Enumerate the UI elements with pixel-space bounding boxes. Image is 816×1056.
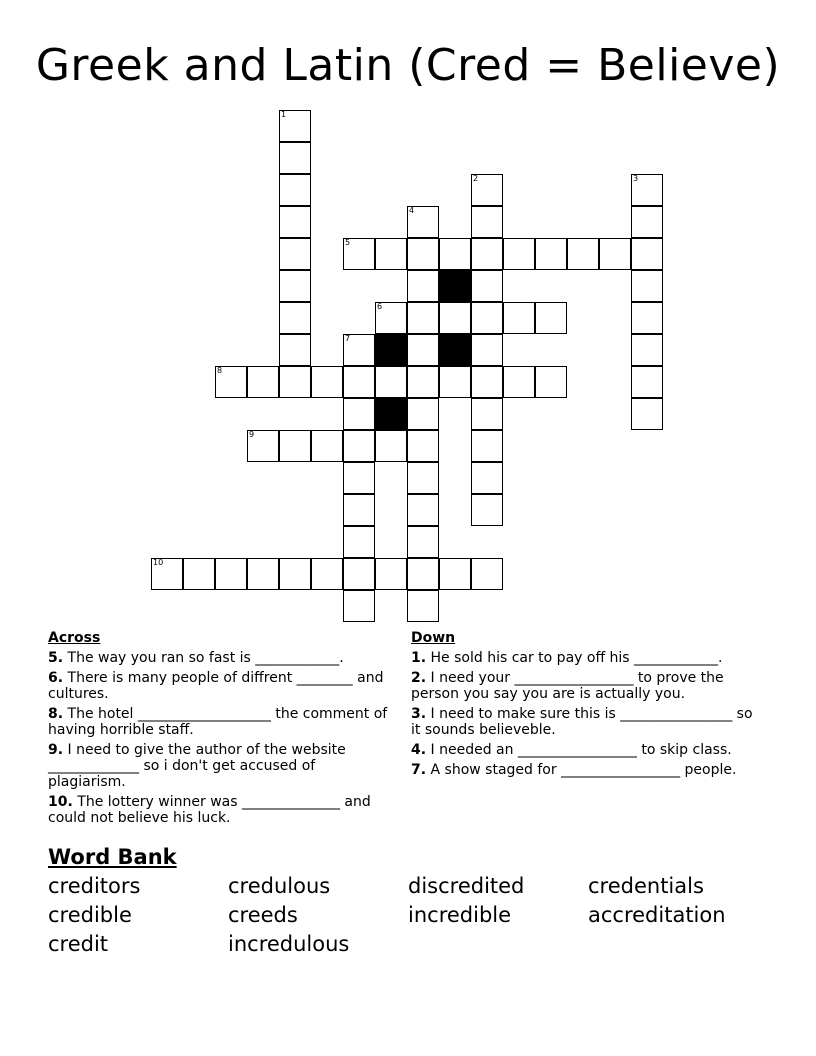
grid-cell[interactable] — [407, 526, 439, 558]
grid-cell[interactable] — [247, 558, 279, 590]
grid-cell[interactable] — [343, 590, 375, 622]
grid-cell[interactable] — [407, 558, 439, 590]
clue-number: 5 — [345, 238, 351, 247]
grid-cell[interactable] — [375, 430, 407, 462]
grid-cell[interactable] — [343, 366, 375, 398]
grid-cell[interactable] — [311, 430, 343, 462]
clue-number: 4 — [409, 206, 415, 215]
word-bank-item: credit — [48, 932, 109, 956]
grid-cell[interactable] — [535, 366, 567, 398]
grid-cell[interactable] — [471, 366, 503, 398]
grid-cell[interactable] — [279, 206, 311, 238]
numbered-cell[interactable] — [247, 430, 279, 462]
grid-cell[interactable] — [471, 206, 503, 238]
grid-cell[interactable] — [407, 334, 439, 366]
grid-cell[interactable] — [279, 558, 311, 590]
across-clue-8: 8. The hotel ___________________ the comment of having horrible staff. — [48, 706, 388, 738]
grid-cell[interactable] — [471, 462, 503, 494]
grid-cell[interactable] — [407, 302, 439, 334]
grid-cell[interactable] — [279, 270, 311, 302]
word-bank — [48, 873, 768, 957]
grid-cell[interactable] — [471, 398, 503, 430]
grid-cell[interactable] — [535, 302, 567, 334]
numbered-cell[interactable] — [215, 366, 247, 398]
grid-cell[interactable] — [567, 238, 599, 270]
grid-cell[interactable] — [247, 366, 279, 398]
grid-cell[interactable] — [407, 398, 439, 430]
grid-cell[interactable] — [471, 238, 503, 270]
down-clue-3: 3. I need to make sure this is ________________ so it sounds believeble. — [411, 706, 753, 738]
clue-number: 6 — [377, 302, 383, 311]
grid-cell[interactable] — [631, 270, 663, 302]
word-bank-item: creditors — [48, 874, 141, 898]
grid-cell[interactable] — [375, 558, 407, 590]
grid-cell[interactable] — [599, 238, 631, 270]
grid-cell[interactable] — [631, 398, 663, 430]
grid-cell[interactable] — [471, 558, 503, 590]
grid-cell[interactable] — [311, 366, 343, 398]
black-square — [375, 398, 407, 430]
black-square — [375, 334, 407, 366]
grid-cell[interactable] — [407, 590, 439, 622]
grid-cell[interactable] — [631, 366, 663, 398]
down-clue-1: 1. He sold his car to pay off his ____________. — [411, 650, 723, 666]
black-square — [439, 334, 471, 366]
across-clue-9: 9. I need to give the author of the website _____________ so i don't get accused of plagiarism. — [48, 742, 346, 790]
word-bank-item: credulous — [228, 874, 331, 898]
grid-cell[interactable] — [279, 302, 311, 334]
numbered-cell[interactable] — [375, 302, 407, 334]
numbered-cell[interactable] — [343, 334, 375, 366]
grid-cell[interactable] — [343, 462, 375, 494]
word-bank-item: credentials — [588, 874, 704, 898]
grid-cell[interactable] — [503, 302, 535, 334]
clue-number: 9 — [249, 430, 255, 439]
across-clue-5: 5. The way you ran so fast is ____________. — [48, 650, 344, 666]
clue-number: 2 — [473, 174, 479, 183]
numbered-cell[interactable] — [471, 174, 503, 206]
down-clues — [411, 630, 756, 782]
word-bank-item: credible — [48, 903, 132, 927]
numbered-cell[interactable] — [407, 206, 439, 238]
word-bank-title: Word Bank — [48, 845, 177, 869]
clue-number: 10 — [153, 558, 164, 567]
grid-cell[interactable] — [407, 430, 439, 462]
down-clue-2: 2. I need your _________________ to prove the person you say you are is actually you. — [411, 670, 724, 702]
grid-cell[interactable] — [439, 302, 471, 334]
grid-cell[interactable] — [503, 366, 535, 398]
grid-cell[interactable] — [471, 334, 503, 366]
grid-cell[interactable] — [375, 238, 407, 270]
grid-cell[interactable] — [279, 334, 311, 366]
grid-cell[interactable] — [439, 238, 471, 270]
grid-cell[interactable] — [375, 366, 407, 398]
black-square — [439, 270, 471, 302]
numbered-cell[interactable] — [343, 238, 375, 270]
grid-cell[interactable] — [407, 238, 439, 270]
grid-cell[interactable] — [343, 526, 375, 558]
grid-cell[interactable] — [215, 558, 247, 590]
across-clue-10: 10. The lottery winner was ______________ and could not believe his luck. — [48, 794, 371, 826]
grid-cell[interactable] — [631, 302, 663, 334]
grid-cell[interactable] — [343, 494, 375, 526]
grid-cell[interactable] — [343, 398, 375, 430]
grid-cell[interactable] — [631, 334, 663, 366]
grid-cell[interactable] — [343, 430, 375, 462]
grid-cell[interactable] — [407, 366, 439, 398]
numbered-cell[interactable] — [631, 174, 663, 206]
grid-cell[interactable] — [503, 238, 535, 270]
word-bank-item: incredulous — [228, 932, 350, 956]
grid-cell[interactable] — [439, 366, 471, 398]
grid-cell[interactable] — [631, 206, 663, 238]
grid-cell[interactable] — [279, 142, 311, 174]
puzzle-title: Greek and Latin (Cred = Believe) — [35, 40, 781, 91]
grid-cell[interactable] — [439, 558, 471, 590]
word-bank-item: incredible — [408, 903, 512, 927]
grid-cell[interactable] — [535, 238, 567, 270]
word-bank-item: discredited — [408, 874, 525, 898]
grid-cell[interactable] — [279, 430, 311, 462]
grid-cell[interactable] — [407, 494, 439, 526]
word-bank-item: accreditation — [588, 903, 726, 927]
grid-cell[interactable] — [471, 494, 503, 526]
grid-cell[interactable] — [279, 366, 311, 398]
down-heading: Down — [411, 630, 456, 646]
across-clue-6: 6. There is many people of diffrent ________ and cultures. — [48, 670, 384, 702]
word-bank-item: creeds — [228, 903, 298, 927]
grid-cell[interactable] — [631, 238, 663, 270]
clue-number: 8 — [217, 366, 223, 375]
numbered-cell[interactable] — [279, 110, 311, 142]
clue-number: 3 — [633, 174, 639, 183]
grid-cell[interactable] — [279, 238, 311, 270]
grid-cell[interactable] — [471, 302, 503, 334]
down-clue-7: 7. A show staged for _________________ people. — [411, 762, 737, 778]
clue-number: 1 — [281, 110, 287, 119]
grid-cell[interactable] — [311, 558, 343, 590]
grid-cell[interactable] — [279, 174, 311, 206]
across-clues — [48, 630, 393, 830]
clue-number: 7 — [345, 334, 351, 343]
across-heading: Across — [48, 630, 101, 646]
down-clue-4: 4. I needed an _________________ to skip class. — [411, 742, 732, 758]
grid-cell[interactable] — [343, 558, 375, 590]
grid-cell[interactable] — [183, 558, 215, 590]
grid-cell[interactable] — [407, 270, 439, 302]
grid-cell[interactable] — [407, 462, 439, 494]
grid-cell[interactable] — [471, 270, 503, 302]
grid-cell[interactable] — [471, 430, 503, 462]
numbered-cell[interactable] — [151, 558, 183, 590]
